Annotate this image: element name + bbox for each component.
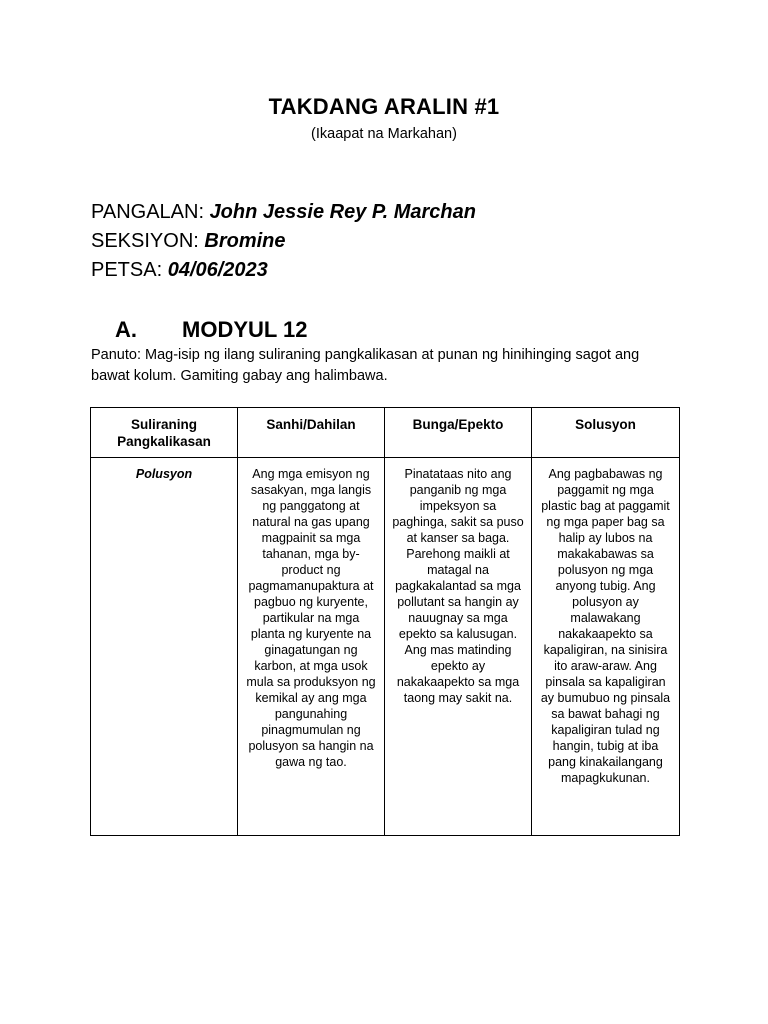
header-solution: Solusyon (532, 408, 680, 458)
section-field (91, 229, 286, 253)
section-letter: A. (115, 317, 137, 342)
section-heading (115, 317, 308, 343)
section-title: MODYUL 12 (182, 317, 308, 342)
name-value: John Jessie Rey P. Marchan (209, 201, 476, 223)
cell-effect: Pinatataas nito ang panganib ng mga impeksyon sa paghinga, sakit sa puso at kanser sa baga. Parehong maikli at matagal na pagkakalantad sa mga pollutant sa hangin ay nauugnay sa mga epekto sa kalusugan. Ang mas matinding epekto ay nakakaapekto sa mga taong may sakit na. (385, 458, 532, 836)
table-row (91, 458, 680, 836)
document-title: TAKDANG ARALIN #1 (268, 94, 500, 119)
section-value: Bromine (204, 230, 286, 252)
name-field (91, 200, 476, 224)
date-field (91, 258, 268, 282)
date-value: 04/06/2023 (167, 259, 268, 281)
date-label: PETSA: (91, 259, 163, 281)
environment-issues-table (90, 407, 679, 836)
cell-cause: Ang mga emisyon ng sasakyan, mga langis ng panggatong at natural na gas upang magpainit sa mga tahanan, mga by-product ng pagmamanupaktura at pagbuo ng kuryente, partikular na mga planta ng kuryente na ginagatungan ng karbon, at mga usok mula sa produksyon ng kemikal ay ang mga pangunahing pinagmumulan ng polusyon sa hangin na gawa ng tao. (238, 458, 385, 836)
header-cause: Sanhi/Dahilan (238, 408, 385, 458)
header-effect: Bunga/Epekto (385, 408, 532, 458)
header-issue: Suliraning Pangkalikasan (91, 408, 238, 458)
cell-issue: Polusyon (91, 458, 238, 836)
cell-solution: Ang pagbabawas ng paggamit ng mga plastic bag at paggamit ng mga paper bag sa halip ay lubos na makakabawas sa polusyon ng mga anyong tubig. Ang polusyon ay malawakang nakakaapekto sa kapaligiran, na sinisira ito araw-araw. Ang pinsala sa kapaligiran ay bumubuo ng pinsala sa bawat bahagi ng kapaligiran tulad ng hangin, tubig at iba pang kinakailangang mapagkukunan. (532, 458, 680, 836)
table-header-row (91, 408, 680, 458)
document-subtitle: (Ikaapat na Markahan) (311, 126, 457, 142)
section-label: SEKSIYON: (91, 230, 199, 252)
instructions-text: Panuto: Mag-isip ng ilang suliraning pangkalikasan at punan ng hinihinging sagot ang bawat kolum. Gamiting gabay ang halimbawa. (91, 347, 640, 384)
name-label: PANGALAN: (91, 201, 204, 223)
